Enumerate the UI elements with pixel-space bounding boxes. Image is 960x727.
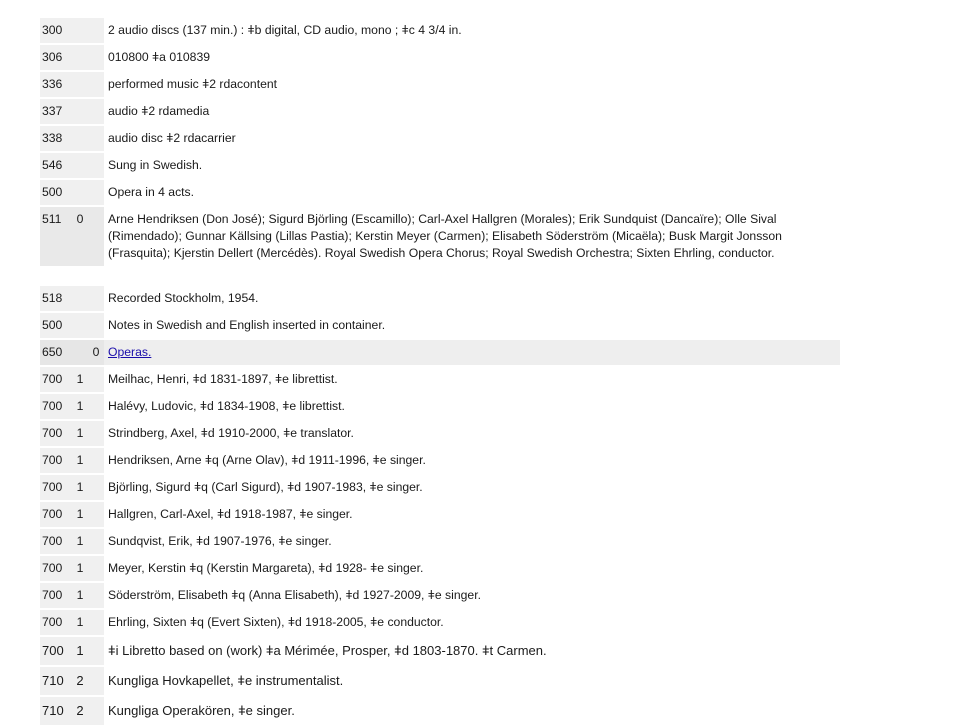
field-tag: 700 [40,502,72,527]
indicator-2 [88,367,104,392]
marc-field-338 [40,126,840,153]
field-data: Kungliga Operakören, ǂe singer. [108,703,295,718]
field-data: Arne Hendriksen (Don José); Sigurd Björling (Escamillo); Carl-Axel Hallgren (Morales); Erik Sundquist (Dancaïre); Olle Sival (Rimendado); Gunnar Källsing (Lillas Pastia); Kerstin Meyer (Carmen); Elisabeth Söderström (Micaëla); Busk Margit Jonsson (Frasquita); Kjerstin Dellert (Mercédès). Royal Swedish Opera Chorus; Royal Swedish Orchestra; Sixten Ehrling, conductor. [108,212,782,260]
indicator-2 [88,72,104,97]
indicator-1 [72,18,88,43]
field-tag: 338 [40,126,72,151]
marc-field-700 [40,367,840,394]
field-data: Notes in Swedish and English inserted in container. [108,318,386,332]
indicator-2 [88,126,104,151]
field-tag: 700 [40,637,72,665]
field-data: Halévy, Ludovic, ǂd 1834-1908, ǂe librettist. [108,399,345,413]
marc-field-500 [40,313,840,340]
field-tag: 700 [40,529,72,554]
marc-field-336 [40,72,840,99]
indicator-1 [72,126,88,151]
marc-field-546 [40,153,840,180]
field-tag: 710 [40,667,72,695]
field-tag: 710 [40,697,72,725]
indicator-2 [88,583,104,608]
marc-field-300 [40,18,840,45]
field-data: audio disc ǂ2 rdacarrier [108,131,236,145]
field-data: ǂi Libretto based on (work) ǂa Mérimée, Prosper, ǂd 1803-1870. ǂt Carmen. [108,643,547,658]
indicator-1: 1 [72,475,88,500]
indicator-2 [88,286,104,311]
field-data: Kungliga Hovkapellet, ǂe instrumentalist. [108,673,344,688]
indicator-2 [88,153,104,178]
indicator-2 [88,502,104,527]
field-tag: 306 [40,45,72,70]
field-tag: 336 [40,72,72,97]
field-data: Söderström, Elisabeth ǂq (Anna Elisabeth), ǂd 1927-2009, ǂe singer. [108,588,481,602]
field-data: Strindberg, Axel, ǂd 1910-2000, ǂe translator. [108,426,354,440]
field-tag: 700 [40,583,72,608]
indicator-2 [88,207,104,266]
indicator-2 [88,697,104,725]
indicator-2 [88,448,104,473]
indicator-1 [72,99,88,124]
indicator-2 [88,610,104,635]
indicator-1 [72,72,88,97]
indicator-1: 2 [72,697,88,725]
field-tag: 700 [40,448,72,473]
indicator-1: 2 [72,667,88,695]
field-data: Ehrling, Sixten ǂq (Evert Sixten), ǂd 1918-2005, ǂe conductor. [108,615,444,629]
marc-field-500 [40,180,840,207]
field-tag: 511 [40,207,72,266]
marc-field-700 [40,421,840,448]
field-data: Hendriksen, Arne ǂq (Arne Olav), ǂd 1911-1996, ǂe singer. [108,453,426,467]
field-data: Meyer, Kerstin ǂq (Kerstin Margareta), ǂd 1928- ǂe singer. [108,561,424,575]
indicator-2 [88,313,104,338]
indicator-2 [88,99,104,124]
marc-field-700 [40,610,840,637]
indicator-1: 0 [72,207,88,266]
field-data: Recorded Stockholm, 1954. [108,291,259,305]
marc-field-700 [40,502,840,529]
field-data: Sung in Swedish. [108,158,203,172]
field-data: 2 audio discs (137 min.) : ǂb digital, CD audio, mono ; ǂc 4 3/4 in. [108,23,462,37]
indicator-2 [88,637,104,665]
marc-field-700 [40,448,840,475]
marc-field-700 [40,637,560,667]
field-tag: 518 [40,286,72,311]
field-tag: 500 [40,313,72,338]
indicator-1 [72,45,88,70]
field-data: Hallgren, Carl-Axel, ǂd 1918-1987, ǂe singer. [108,507,353,521]
field-data: Sundqvist, Erik, ǂd 1907-1976, ǂe singer. [108,534,332,548]
marc-field-700 [40,583,840,610]
indicator-1: 1 [72,610,88,635]
field-data: performed music ǂ2 rdacontent [108,77,278,91]
indicator-1: 1 [72,394,88,419]
indicator-1 [72,286,88,311]
marc-field-337 [40,99,840,126]
marc-field-700 [40,529,840,556]
indicator-1: 1 [72,583,88,608]
indicator-2 [88,180,104,205]
field-tag: 700 [40,367,72,392]
marc-record-table [40,18,840,727]
indicator-1 [72,153,88,178]
indicator-1: 1 [72,367,88,392]
indicator-1: 1 [72,502,88,527]
marc-field-306 [40,45,840,72]
field-tag: 700 [40,394,72,419]
field-data: audio ǂ2 rdamedia [108,104,210,118]
field-data: Meilhac, Henri, ǂd 1831-1897, ǂe librettist. [108,372,338,386]
marc-field-700 [40,394,840,421]
indicator-2 [88,556,104,581]
field-tag: 700 [40,556,72,581]
marc-field-710 [40,697,560,727]
field-tag: 700 [40,475,72,500]
indicator-1 [72,313,88,338]
field-data: Björling, Sigurd ǂq (Carl Sigurd), ǂd 1907-1983, ǂe singer. [108,480,423,494]
indicator-2 [88,18,104,43]
indicator-1: 1 [72,448,88,473]
field-tag: 546 [40,153,72,178]
marc-field-700 [40,475,840,502]
marc-field-700 [40,556,840,583]
field-data [104,340,840,365]
indicator-1: 1 [72,556,88,581]
indicator-1 [72,180,88,205]
marc-field-511 [40,207,840,286]
indicator-2 [88,45,104,70]
indicator-1 [72,340,88,365]
indicator-2 [88,475,104,500]
indicator-1: 1 [72,529,88,554]
indicator-2: 0 [88,340,104,365]
field-tag: 700 [40,421,72,446]
indicator-2 [88,667,104,695]
field-data: 010800 ǂa 010839 [108,50,211,64]
field-tag: 650 [40,340,72,365]
field-tag: 337 [40,99,72,124]
indicator-1: 1 [72,637,88,665]
indicator-2 [88,394,104,419]
field-tag: 500 [40,180,72,205]
field-tag: 300 [40,18,72,43]
indicator-1: 1 [72,421,88,446]
indicator-2 [88,421,104,446]
subject-link-operas[interactable]: Operas. [108,345,152,359]
marc-field-710 [40,667,560,697]
marc-field-518 [40,286,840,313]
indicator-2 [88,529,104,554]
field-data: Opera in 4 acts. [108,185,195,199]
marc-field-650 [40,340,840,367]
field-tag: 700 [40,610,72,635]
